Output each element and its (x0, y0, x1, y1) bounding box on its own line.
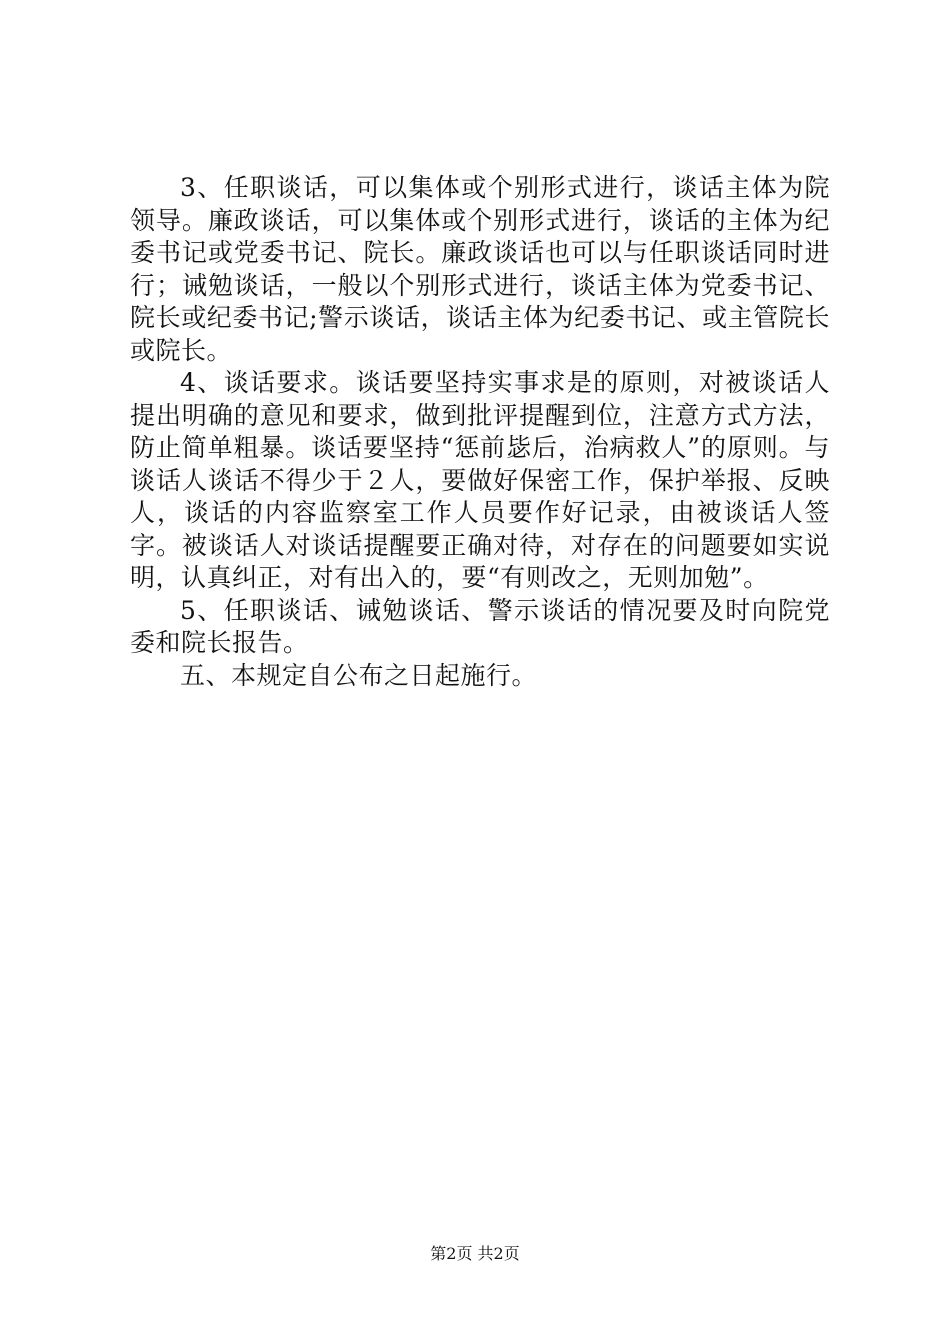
paragraph-section-5: 五、本规定自公布之日起施行。 (180, 660, 538, 690)
paragraph-item-5: 5、任职谈话、诫勉谈话、警示谈话的情况要及时向院党委和院长报告。 (130, 595, 830, 657)
paragraph-item-4: 4、谈话要求。谈话要坚持实事求是的原则，对被谈话人提出明确的意见和要求，做到批评提醒到位，注意方式方法，防止简单粗暴。谈话要坚持“惩前毖后，治病救人”的原则。与谈话人谈话不得少于２人，要做好保密工作，保护举报、反映人，谈话的内容监察室工作人员要作好记录，由被谈话人签字。被谈话人对谈话提醒要正确对待，对存在的问题要如实说明，认真纠正，对有出入的，要“有则改之，无则加勉”。 (130, 368, 830, 592)
page-number-footer: 第2页 共2页 (430, 1244, 520, 1263)
paragraph-item-3: 3、任职谈话，可以集体或个别形式进行，谈话主体为院领导。廉政谈话，可以集体或个别形式进行，谈话的主体为纪委书记或党委书记、院长。廉政谈话也可以与任职谈话同时进行；诫勉谈话，一般以个别形式进行，谈话主体为党委书记、院长或纪委书记;警示谈话，谈话主体为纪委书记、或主管院长或院长。 (130, 173, 830, 365)
document-body (130, 172, 830, 692)
